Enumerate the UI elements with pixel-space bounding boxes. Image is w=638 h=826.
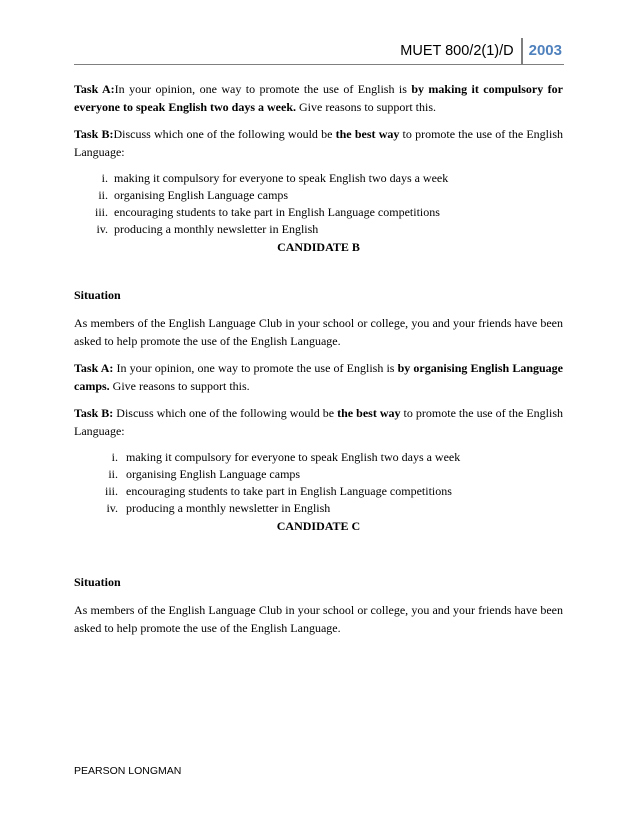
option-numeral: iii. [104, 484, 118, 498]
task-b-emphasis: the best way [335, 127, 400, 141]
task-a-label: Task A: [74, 82, 115, 96]
task-a-emphasis: by making it compulsory for everyone to speak English two days a week. [74, 82, 563, 114]
option-numeral: iii. [94, 205, 108, 219]
option-numeral: i. [101, 171, 108, 185]
option-text: organising English Language camps [114, 188, 289, 202]
header-rule [74, 64, 564, 65]
option-numeral: ii. [108, 467, 118, 481]
option-text: making it compulsory for everyone to speak English two days a week [126, 450, 461, 464]
task-b-text: Discuss which one of the following would be [113, 127, 336, 141]
candidate-c-heading: CANDIDATE C [276, 519, 361, 533]
situation-paragraph: As members of the English Language Club in your school or college, you and your friends have been asked to help promote the use of the English Language. [74, 316, 563, 348]
list-item [74, 500, 563, 517]
task-a-text: In your opinion, one way to promote the use of English is [113, 361, 398, 375]
paper-code: MUET 800/2(1)/D [400, 43, 514, 59]
candidate-b-heading: CANDIDATE B [277, 240, 360, 254]
task-b-emphasis: the best way [337, 406, 401, 420]
option-text: encouraging students to take part in English Language competitions [126, 484, 452, 498]
task-b-text-end: to promote the use of the English Language: [74, 127, 564, 159]
option-numeral: iv. [106, 501, 118, 515]
paper-year: 2003 [528, 42, 562, 59]
option-text: organising English Language camps [126, 467, 301, 481]
task-b-paragraph [74, 125, 563, 161]
page-content [74, 80, 563, 646]
task-a-text-end: Give reasons to support this. [109, 379, 250, 393]
option-text: encouraging students to take part in English Language competitions [114, 205, 440, 219]
list-item [74, 204, 563, 221]
candidate-b-task-a [74, 359, 563, 395]
page-footer: PEARSON LONGMAN [74, 765, 182, 777]
list-item [74, 170, 563, 187]
candidate-b-task-b [74, 404, 563, 440]
list-item [74, 187, 563, 204]
task-b-text: Discuss which one of the following would be [113, 406, 338, 420]
situation-paragraph: As members of the English Language Club in your school or college, you and your friends have been asked to help promote the use of the English Language. [74, 603, 563, 635]
task-b-label: Task B: [74, 127, 114, 141]
options-list [74, 170, 563, 238]
task-b-text-end: to promote the use of the English Language: [74, 406, 564, 438]
option-text: producing a monthly newsletter in English [126, 501, 331, 515]
task-a-emphasis: by organising English Language camps. [74, 361, 563, 393]
task-a-label: Task A: [74, 361, 114, 375]
list-item [74, 466, 563, 483]
task-b-label: Task B: [74, 406, 114, 420]
option-text: producing a monthly newsletter in English [114, 222, 319, 236]
option-numeral: iv. [96, 222, 108, 236]
task-a-paragraph [74, 80, 563, 116]
task-a-text-end: Give reasons to support this. [296, 100, 437, 114]
list-item [74, 449, 563, 466]
situation-heading: Situation [74, 575, 121, 589]
situation-heading: Situation [74, 288, 121, 302]
task-a-text: In your opinion, one way to promote the use of English is [114, 82, 412, 96]
list-item [74, 483, 563, 500]
list-item [74, 221, 563, 238]
page-header [400, 38, 562, 64]
option-text: making it compulsory for everyone to speak English two days a week [114, 171, 449, 185]
option-numeral: ii. [98, 188, 108, 202]
options-list [74, 449, 563, 517]
option-numeral: i. [111, 450, 118, 464]
